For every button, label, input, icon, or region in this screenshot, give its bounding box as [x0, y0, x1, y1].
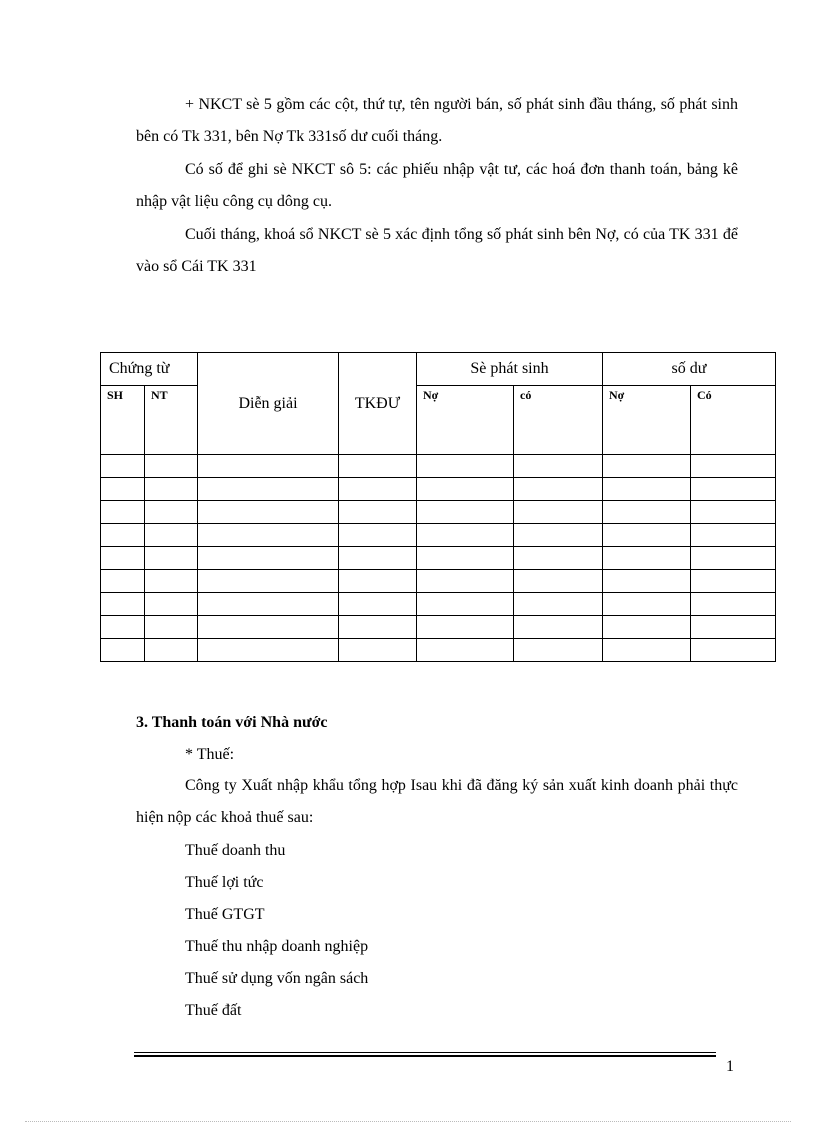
table-cell: [603, 547, 691, 570]
table-cell: [339, 501, 417, 524]
ledger-table: [100, 352, 776, 662]
table-row: [101, 639, 776, 662]
table-cell: [339, 547, 417, 570]
table-cell: [417, 455, 514, 478]
table-cell: [145, 616, 198, 639]
table-cell: [514, 501, 603, 524]
table-cell: [603, 593, 691, 616]
table-cell: [691, 639, 776, 662]
table-row: [101, 455, 776, 478]
intro-paragraph-3: Cuối tháng, khoá sổ NKCT sè 5 xác định tổng số phát sinh bên Nợ, có của TK 331 để vào sổ Cái TK 331: [136, 226, 738, 275]
table-cell: [691, 455, 776, 478]
table-row: [101, 478, 776, 501]
section-paragraph: Công ty Xuất nhập khẩu tổng hợp Isau khi đã đăng ký sản xuất kinh doanh phải thực hiện nộp các khoả thuế sau:: [136, 777, 738, 826]
table-cell: [101, 478, 145, 501]
header-du-co: Có: [691, 386, 776, 455]
section-heading: 3. Thanh toán với Nhà nước: [136, 714, 328, 731]
tax-item: Thuế doanh thu: [185, 842, 286, 859]
table-cell: [691, 478, 776, 501]
table-cell: [691, 593, 776, 616]
table-cell: [691, 524, 776, 547]
table-cell: [145, 501, 198, 524]
table-row: [101, 616, 776, 639]
header-dien-giai: Diễn giải: [198, 353, 339, 455]
footer-rule-thick: [134, 1055, 716, 1057]
table-cell: [101, 639, 145, 662]
table-cell: [514, 616, 603, 639]
table-cell: [198, 639, 339, 662]
table-cell: [145, 639, 198, 662]
table-cell: [198, 524, 339, 547]
table-cell: [417, 593, 514, 616]
table-cell: [603, 524, 691, 547]
header-so-du: số dư: [603, 353, 776, 386]
header-ps-no: Nợ: [417, 386, 514, 455]
table-cell: [417, 570, 514, 593]
table-cell: [691, 570, 776, 593]
table-cell: [691, 501, 776, 524]
table-cell: [145, 547, 198, 570]
table-cell: [417, 639, 514, 662]
table-cell: [417, 547, 514, 570]
table-cell: [417, 501, 514, 524]
table-cell: [145, 524, 198, 547]
table-cell: [101, 570, 145, 593]
table-row: [101, 593, 776, 616]
table-cell: [514, 547, 603, 570]
intro-paragraph-1: + NKCT sè 5 gồm các cột, thứ tự, tên người bán, số phát sinh đầu tháng, số phát sinh bên có Tk 331, bên Nợ Tk 331số dư cuối tháng.: [136, 96, 738, 145]
header-sh: SH: [101, 386, 145, 455]
table-cell: [514, 478, 603, 501]
table-cell: [101, 524, 145, 547]
table-cell: [417, 524, 514, 547]
table-cell: [198, 570, 339, 593]
table-cell: [198, 547, 339, 570]
table-cell: [145, 570, 198, 593]
table-cell: [101, 593, 145, 616]
header-du-no: Nợ: [603, 386, 691, 455]
table-cell: [145, 455, 198, 478]
table-cell: [691, 616, 776, 639]
table-row: [101, 501, 776, 524]
table-cell: [514, 455, 603, 478]
table-cell: [101, 547, 145, 570]
footer-rule: [134, 1052, 716, 1053]
table-cell: [339, 593, 417, 616]
table-cell: [198, 593, 339, 616]
header-chung-tu: Chứng từ: [101, 353, 198, 386]
table-cell: [339, 455, 417, 478]
table-cell: [145, 478, 198, 501]
tax-item: Thuế lợi tức: [185, 874, 264, 891]
table-cell: [198, 616, 339, 639]
table-cell: [339, 524, 417, 547]
header-tkdu: TKĐƯ: [339, 353, 417, 455]
table-cell: [417, 478, 514, 501]
header-ps-co: có: [514, 386, 603, 455]
table-cell: [603, 501, 691, 524]
page-number: 1: [726, 1058, 734, 1075]
ledger-body: [101, 455, 776, 662]
table-cell: [339, 570, 417, 593]
table-cell: [198, 478, 339, 501]
header-so-phat-sinh: Sè phát sinh: [417, 353, 603, 386]
header-nt: NT: [145, 386, 198, 455]
tax-item: Thuế sử dụng vốn ngân sách: [185, 970, 369, 987]
table-cell: [339, 616, 417, 639]
page-edge: [25, 1121, 791, 1122]
table-cell: [514, 524, 603, 547]
intro-paragraph-2: Có số để ghi sè NKCT sô 5: các phiếu nhập vật tư, các hoá đơn thanh toán, bảng kê nhập vật liệu công cụ dông cụ.: [136, 161, 738, 210]
tax-item: Thuế thu nhập doanh nghiệp: [185, 938, 369, 955]
table-row: [101, 547, 776, 570]
table-cell: [101, 616, 145, 639]
table-cell: [417, 616, 514, 639]
table-cell: [145, 593, 198, 616]
table-cell: [603, 478, 691, 501]
table-cell: [198, 455, 339, 478]
table-cell: [603, 455, 691, 478]
table-cell: [514, 593, 603, 616]
table-cell: [603, 639, 691, 662]
table-cell: [603, 616, 691, 639]
table-cell: [514, 570, 603, 593]
tax-item: Thuế đất: [185, 1002, 242, 1019]
table-cell: [691, 547, 776, 570]
table-cell: [101, 455, 145, 478]
tax-label: * Thuế:: [185, 746, 235, 763]
tax-item: Thuế GTGT: [185, 906, 265, 923]
table-cell: [603, 570, 691, 593]
table-row: [101, 570, 776, 593]
table-row: [101, 524, 776, 547]
table-cell: [198, 501, 339, 524]
table-cell: [514, 639, 603, 662]
table-cell: [339, 639, 417, 662]
table-cell: [101, 501, 145, 524]
table-cell: [339, 478, 417, 501]
